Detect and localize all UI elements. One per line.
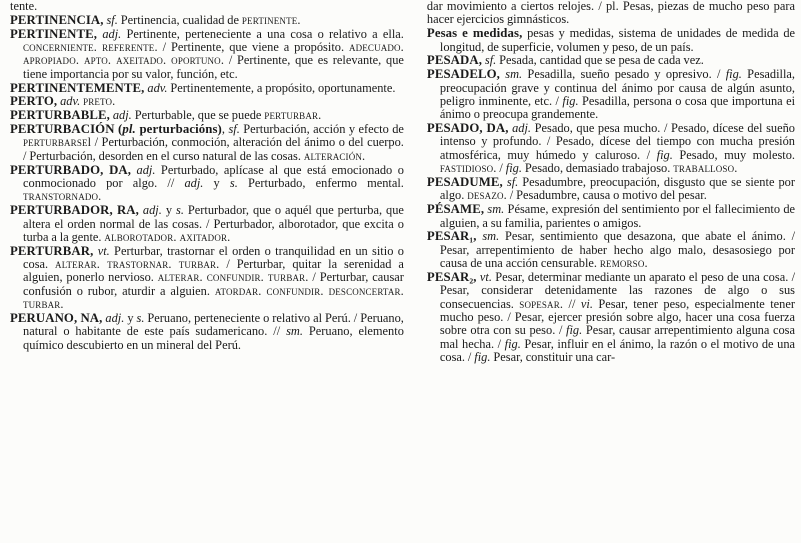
dictionary-entry: PERUANO, NA, adj. y s. Peruano, perteneciente o relativo al Perú. / Peruano, natural o habitante de este país sudamericano. // sm. Peruano, elemento químico descubierto en un mineral del Perú. [10,310,404,352]
dictionary-entry: PESADUME, sf. Pesadumbre, preocupación, disgusto que se siente por algo. desazo. / Pesadumbre, causa o motivo del pesar. [426,174,796,203]
dictionary-entry: Pesas e medidas, pesas y medidas, sistema de unidades de medida de longitud, de superficie, volumen y peso, de un país. [426,26,796,54]
dictionary-entry: PERTURBADO, DA, adj. Perturbado, aplícase al que está emocionado o conmocionado por algo. // adj. y s. Perturbado, enfermo mental. transtornado. [10,162,404,204]
continuation-text: tente. [10,0,38,13]
dictionary-entry: PESADA, sf. Pesada, cantidad que se pesa de cada vez. [426,53,704,68]
entry-headword: PERTO, [10,94,58,109]
entry-headword: PERTURBABLE, [10,108,110,123]
entry-headword: PERUANO, NA, [10,310,103,325]
dictionary-entry: PERTINENTE, adj. Pertinente, perteneciente a una cosa o relativo a ella. concerniente. referente. / Pertinente, que viene a propósito. adecuado. apropiado. apto. axeitado. oportuno. / Pertinente, que es relevante, que tiene importancia por su valor, función, etc. [10,26,404,81]
dictionary-entry: PERTO, adv. preto. [10,94,116,109]
dictionary-entry: PESAR₁, sm. Pesar, sentimiento que desazona, que abate el ánimo. / Pesar, arrepentimiento de haber hecho algo malo, desasosiego por causa de una acción censurable. remorso. [426,229,796,271]
dictionary-entry: PERTURBABLE, adj. Perturbable, que se puede perturbar. [10,108,322,123]
column-left [10,0,416,543]
entry-headword: PERTINENCIA, [10,12,104,27]
dictionary-entry: PERTINENTEMENTE, adv. Pertinentemente, a propósito, oportunamente. [10,80,396,95]
dictionary-entry: PESADELO, sm. Pesadilla, sueño pesado y opresivo. / fig. Pesadilla, preocupación grave y continua del ánimo por causa de algún asunto, peligro inminente, etc. / fig. Pesadilla, persona o cosa que importuna ei ánimo o preocupa grandemente. [426,67,796,122]
entry-headword: PERTINENTE, [10,26,98,41]
column-right [417,0,795,543]
entry-headword: PESADA, [426,53,482,68]
entry-headword: PERTURBAR, [10,243,94,258]
entry-headword: PESAR₂, [426,269,477,284]
entry-headword: PESADUME, [426,174,503,189]
entry-headword: PERTURBADO, DA, [10,162,132,177]
entry-headword: PÉSAME, [426,202,485,217]
dictionary-entry: PERTURBADOR, RA, adj. y s. Perturbador, que o aquél que perturba, que altera el orden normal de las cosas. / Perturbador, alborotador, que excita o turba a la gente. alborotador. axitador. [10,203,404,244]
entry-headword: PESADO, DA, [426,121,509,136]
entry-headword: PESADELO, [426,67,500,82]
dictionary-entry: PÉSAME, sm. Pésame, expresión del sentimiento por el fallecimiento de alguien, a su familia, parientes o amigos. [426,202,796,230]
entry-headword: PERTURBACIÓN [10,122,115,137]
dictionary-entry: PERTINENCIA, sf. Pertinencia, cualidad de pertinente. [10,12,301,27]
entry-headword: PERTINENTEMENTE, [10,80,145,95]
continuation-text: dar movimiento a ciertos relojes. / pl. Pesas, piezas de mucho peso para hacer ejercicios gimnásticos. [426,0,796,27]
dictionary-entry: PERTURBACIÓN (pl. perturbacións), sf. Perturbación, acción y efecto de perturbarsel / Perturbación, conmoción, alteración del ánimo o del cuerpo. / Perturbación, desorden en el curso natural de las cosas. alteración. [10,122,404,163]
dictionary-entry: PESADO, DA, adj. Pesado, que pesa mucho. / Pesado, dícese del sueño intenso y profundo. / Pesado, dícese del tiempo con mucha presión atmosférica, muy húmedo y caluroso. / fig. Pesado, muy molesto. fastidioso. / fig. Pesado, demasiado trabajoso. traballoso. [426,121,796,176]
entry-headword: Pesas e medidas, [426,26,523,41]
dictionary-entry: PESAR₂, vt. Pesar, determinar mediante un aparato el peso de una cosa. / Pesar, considerar detenidamente las razones de algo o sus consecuencias. sopesar. // vi. Pesar, tener peso, especialmente tener mucho peso. / Pesar, ejercer presión sobre algo, hacer una cosa fuerza sobre otra con su peso. / fig. Pesar, causar arrepentimiento alguna cosa mal hecha. / fig. Pesar, influir en el ánimo, la razón o el motivo de una cosa. / fig. Pesar, constituir una car- [426,269,796,364]
entry-headword: PESAR₁, [426,229,477,244]
entry-headword: PERTURBADOR, RA, [10,203,139,218]
dictionary-entry: PERTURBAR, vt. Perturbar, trastornar el orden o tranquilidad en un sitio o cosa. alterar. trastornar. turbar. / Perturbar, quitar la serenidad a alguien, ponerlo nervioso. alterar. confundir. turbar. / Perturbar, causar confusión o rubor, aturdir a alguien. atordar. confundir. desconcertar. turbar. [10,243,404,312]
